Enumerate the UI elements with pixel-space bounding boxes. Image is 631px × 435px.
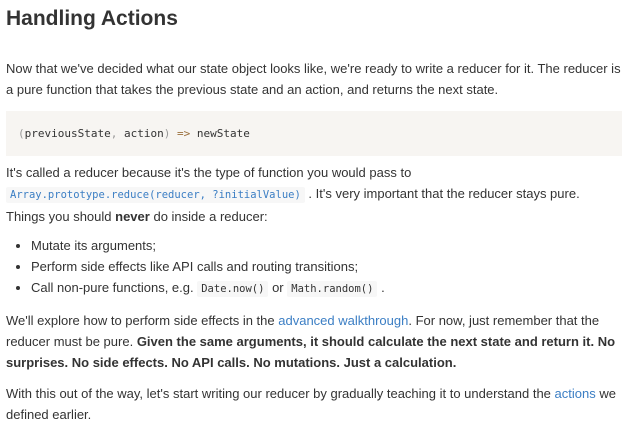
- explore-text-before: We'll explore how to perform side effects in the: [6, 313, 275, 328]
- code-open-paren: (: [18, 127, 25, 140]
- reducer-text-end: do inside a reducer:: [153, 209, 268, 224]
- code-block: [6, 111, 622, 156]
- list-item-text: Mutate its arguments;: [31, 238, 156, 253]
- closing-text-before: With this out of the way, let's start writing our reducer by gradually teaching it to understand the: [6, 386, 551, 401]
- reduce-signature-code: Array.prototype.reduce(reducer, ?initialValue): [6, 187, 305, 203]
- code-close-paren: ): [163, 127, 171, 140]
- never-list: [6, 235, 622, 300]
- date-now-code: Date.now(): [197, 281, 268, 297]
- code-param-previous-state: previousState: [24, 127, 111, 140]
- reducer-text-after: . It's very important that the reducer stays pure. Things you should: [6, 186, 580, 224]
- list-item: [31, 277, 622, 300]
- list-item-text: Perform side effects like API calls and routing transitions;: [31, 259, 359, 274]
- explore-paragraph: [6, 310, 622, 373]
- closing-paragraph: [6, 383, 622, 425]
- code-comma: ,: [110, 127, 118, 140]
- never-emphasis: never: [115, 209, 150, 224]
- code-result: newState: [196, 127, 250, 140]
- reducer-text-before: It's called a reducer because it's the type of function you would pass to: [6, 165, 412, 180]
- closing-text-after: we defined earlier.: [6, 386, 616, 422]
- list-item-period: .: [381, 280, 385, 295]
- math-random-code: Math.random(): [287, 281, 377, 297]
- page-title: Handling Actions: [6, 7, 178, 30]
- code-arrow: =>: [176, 127, 191, 140]
- actions-link[interactable]: actions: [554, 386, 596, 401]
- intro-paragraph: Now that we've decided what our state object looks like, we're ready to write a reducer for it. The reducer is a pure function that takes the previous state and an action, and returns the next state.: [6, 61, 621, 97]
- purity-rule-bold: Given the same arguments, it should calculate the next state and return it. No surprises. No side effects. No API calls. No mutations. Just a calculation.: [6, 334, 616, 370]
- list-item-text: Call non-pure functions, e.g.: [31, 280, 194, 295]
- explore-text-after: . For now, just remember that the reducer must be pure.: [6, 313, 600, 349]
- advanced-walkthrough-link[interactable]: advanced walkthrough: [278, 313, 409, 328]
- list-item-or: or: [272, 280, 284, 295]
- code-param-action: action: [123, 127, 164, 140]
- reducer-paragraph: [6, 162, 622, 227]
- list-item: [31, 256, 622, 277]
- list-item: [31, 235, 622, 256]
